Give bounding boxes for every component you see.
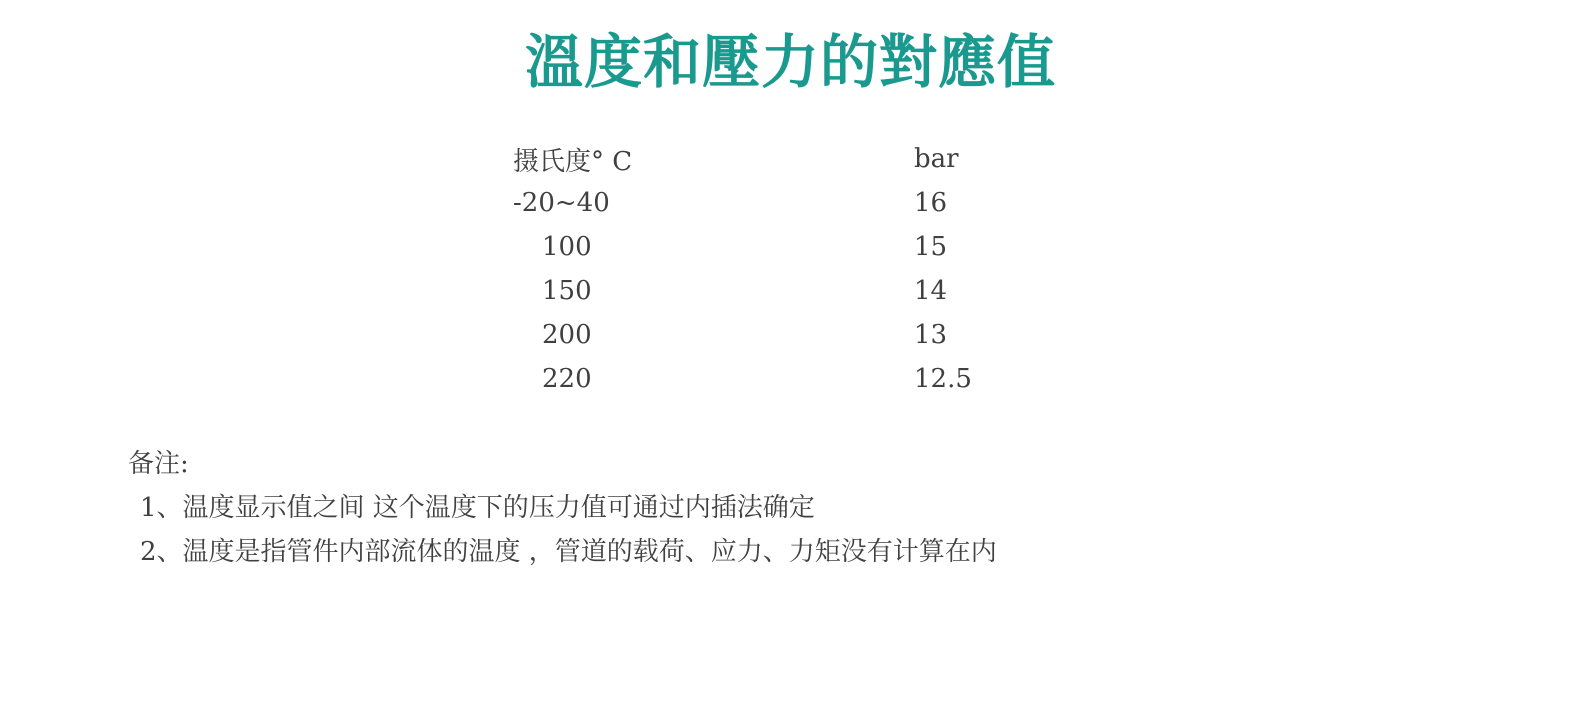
header-temperature: 摄氏度° C xyxy=(513,146,633,177)
cell-temperature: 150 xyxy=(542,276,592,306)
temperature-pressure-table xyxy=(513,137,972,401)
cell-temperature: 100 xyxy=(542,232,592,262)
table-row xyxy=(513,357,972,401)
table-row xyxy=(513,313,972,357)
cell-temperature: 220 xyxy=(542,364,592,394)
page-title: 溫度和壓力的對應值 xyxy=(524,28,1056,96)
cell-temperature: -20~40 xyxy=(513,188,610,218)
note-item: 2、温度是指管件内部流体的温度 ，管道的载荷、应力、力矩没有计算在内 xyxy=(140,537,997,567)
header-bar: bar xyxy=(914,144,959,174)
cell-bar: 13 xyxy=(914,320,948,350)
table-row xyxy=(513,225,972,269)
cell-bar: 14 xyxy=(914,276,948,306)
cell-bar: 15 xyxy=(914,232,948,262)
table-header-row xyxy=(513,137,972,181)
cell-bar: 16 xyxy=(914,188,948,218)
notes-section xyxy=(128,442,997,574)
table-row xyxy=(513,269,972,313)
table-row xyxy=(513,181,972,225)
cell-temperature: 200 xyxy=(542,320,592,350)
cell-bar: 12.5 xyxy=(914,364,972,394)
note-item: 1、温度显示值之间 这个温度下的压力值可通过内插法确定 xyxy=(140,493,815,523)
notes-heading: 备注: xyxy=(128,449,189,479)
